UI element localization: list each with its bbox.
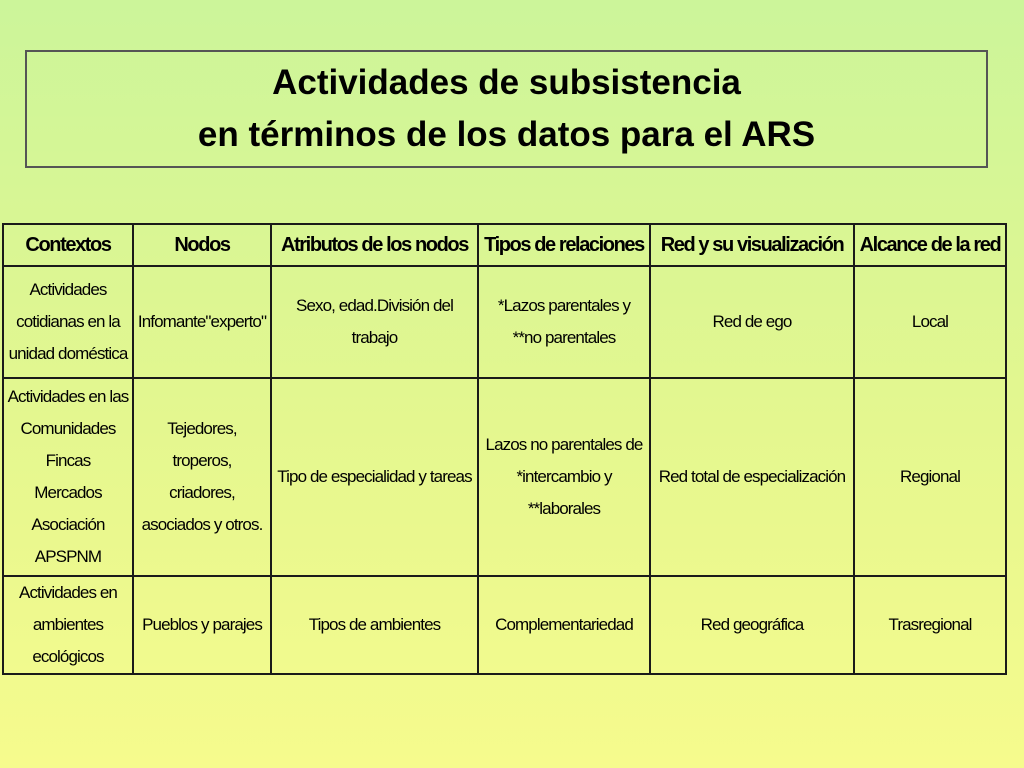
cell-red: Red total de especialización — [650, 378, 854, 576]
cell-red: Red geográfica — [650, 576, 854, 674]
cell-nodos — [133, 266, 271, 378]
cell-line: Fincas — [45, 451, 91, 470]
cell-line: troperos, — [172, 451, 232, 470]
cell-contexto — [3, 266, 133, 378]
cell-relaciones — [478, 266, 650, 378]
header-tipos-relaciones: Tipos de relaciones — [478, 224, 650, 266]
cell-line: **laborales — [527, 499, 601, 518]
title-box — [25, 50, 988, 168]
title-line-2: en términos de los datos para el ARS — [197, 115, 816, 154]
cell-line: APSPNM — [34, 547, 102, 566]
header-row — [3, 224, 1006, 266]
cell-nodos — [133, 378, 271, 576]
header-nodos: Nodos — [133, 224, 271, 266]
cell-contexto — [3, 378, 133, 576]
data-table — [2, 223, 1007, 675]
cell-line: criadores, — [169, 483, 235, 502]
cell-line: Tejedores, — [167, 419, 237, 438]
cell-alcance: Trasregional — [854, 576, 1006, 674]
cell-line: Complementariedad — [495, 615, 633, 634]
cell-line: cotidianas en la — [16, 312, 120, 331]
header-red-visualizacion: Red y su visualización — [650, 224, 854, 266]
cell-line: **no parentales — [512, 328, 616, 347]
title-line-1: Actividades de subsistencia — [272, 63, 741, 102]
cell-line: Tipos de ambientes — [308, 615, 441, 634]
cell-relaciones — [478, 576, 650, 674]
cell-line: Sexo, edad.División del — [296, 296, 453, 315]
cell-atributos — [271, 576, 478, 674]
cell-atributos — [271, 266, 478, 378]
cell-line: unidad doméstica — [8, 344, 128, 363]
cell-line: *Lazos parentales y — [497, 296, 631, 315]
header-contextos: Contextos — [3, 224, 133, 266]
cell-line: *intercambio y — [516, 467, 612, 486]
cell-line: Comunidades — [20, 419, 116, 438]
cell-line: asociados y otros. — [141, 515, 263, 534]
cell-alcance: Local — [854, 266, 1006, 378]
cell-line: Actividades en las — [7, 387, 129, 406]
cell-atributos — [271, 378, 478, 576]
cell-line: ecológicos — [32, 647, 104, 666]
cell-relaciones — [478, 378, 650, 576]
cell-nodos — [133, 576, 271, 674]
cell-line: ambientes — [32, 615, 104, 634]
cell-line: Infomante"experto" — [137, 312, 267, 331]
cell-line: Pueblos y parajes — [142, 615, 262, 634]
table-row — [3, 576, 1006, 674]
table-row — [3, 266, 1006, 378]
cell-line: trabajo — [351, 328, 398, 347]
cell-line: Actividades en — [19, 583, 117, 602]
header-alcance: Alcance de la red — [854, 224, 1006, 266]
cell-red: Red de ego — [650, 266, 854, 378]
cell-line: Asociación — [31, 515, 105, 534]
cell-line: Tipo de especialidad y tareas — [277, 467, 472, 486]
cell-contexto — [3, 576, 133, 674]
header-atributos: Atributos de los nodos — [271, 224, 478, 266]
cell-alcance: Regional — [854, 378, 1006, 576]
cell-line: Actividades — [29, 280, 107, 299]
cell-line: Mercados — [34, 483, 102, 502]
cell-line: Lazos no parentales de — [485, 435, 643, 454]
table-row — [3, 378, 1006, 576]
